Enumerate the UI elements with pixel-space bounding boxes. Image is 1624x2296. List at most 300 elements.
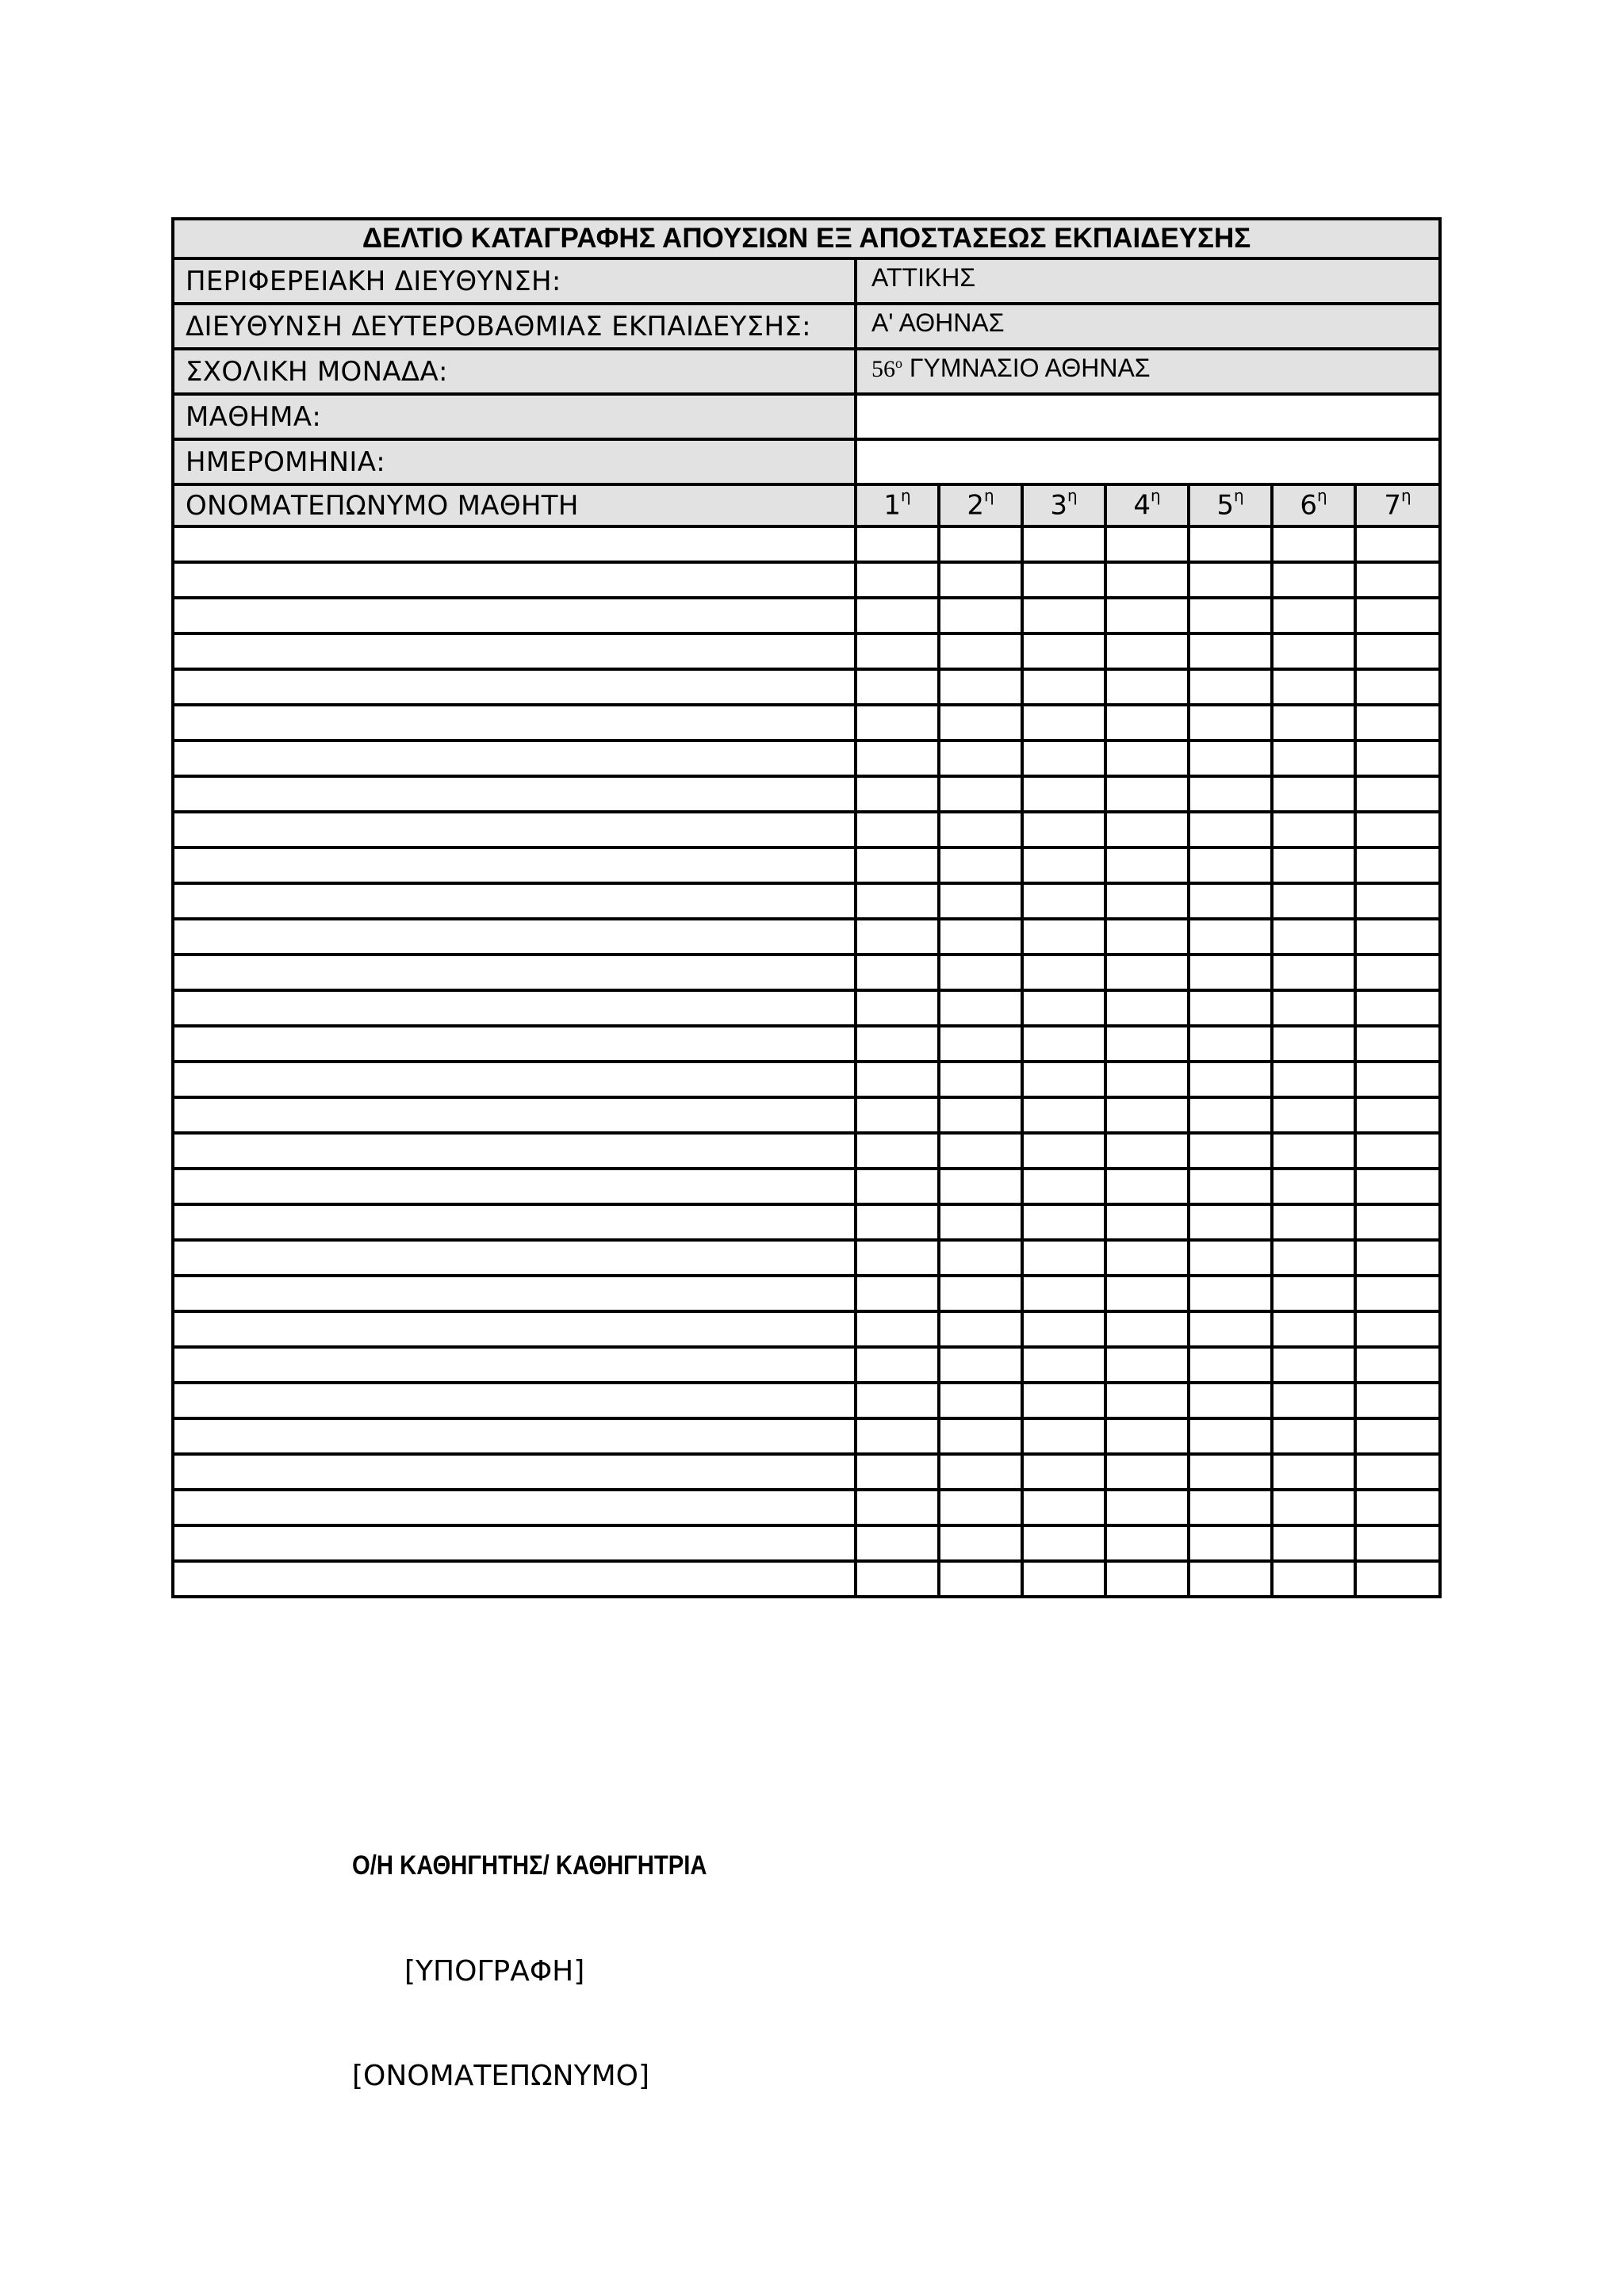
absence-cell-period-2[interactable]: [939, 633, 1022, 669]
absence-cell-period-3[interactable]: [1022, 705, 1105, 740]
absence-cell-period-5[interactable]: [1189, 1418, 1272, 1454]
student-row: [173, 1383, 1440, 1418]
absence-cell-period-5[interactable]: [1189, 669, 1272, 705]
absence-cell-period-1[interactable]: [856, 526, 939, 562]
absence-cell-period-2[interactable]: [939, 1062, 1022, 1097]
student-name-cell[interactable]: [173, 1062, 856, 1097]
absence-cell-period-7[interactable]: [1355, 1240, 1440, 1276]
absence-cell-period-1[interactable]: [856, 740, 939, 776]
teacher-name-placeholder: [ΟΝΟΜΑΤΕΠΩΝΥΜΟ]: [352, 2060, 650, 2092]
absence-cell-period-2[interactable]: [939, 1133, 1022, 1169]
absence-cell-period-1[interactable]: [856, 1133, 939, 1169]
absence-cell-period-3[interactable]: [1022, 812, 1105, 848]
absence-cell-period-4[interactable]: [1105, 1062, 1189, 1097]
absence-cell-period-2[interactable]: [939, 1454, 1022, 1490]
student-row: [173, 848, 1440, 883]
absence-cell-period-7[interactable]: [1355, 1525, 1440, 1561]
absence-cell-period-1[interactable]: [856, 812, 939, 848]
absence-cell-period-5[interactable]: [1189, 705, 1272, 740]
student-name-cell[interactable]: [173, 919, 856, 955]
student-name-cell[interactable]: [173, 990, 856, 1026]
absence-cell-period-2[interactable]: [939, 1525, 1022, 1561]
absence-cell-period-3[interactable]: [1022, 1169, 1105, 1204]
absence-cell-period-4[interactable]: [1105, 1383, 1189, 1418]
absence-cell-period-2[interactable]: [939, 1276, 1022, 1311]
student-row: [173, 1240, 1440, 1276]
absence-cell-period-3[interactable]: [1022, 1133, 1105, 1169]
absence-cell-period-4[interactable]: [1105, 883, 1189, 919]
absence-cell-period-4[interactable]: [1105, 526, 1189, 562]
absence-cell-period-2[interactable]: [939, 919, 1022, 955]
student-row: [173, 598, 1440, 633]
absence-cell-period-7[interactable]: [1355, 883, 1440, 919]
absence-cell-period-7[interactable]: [1355, 562, 1440, 598]
absence-cell-period-1[interactable]: [856, 1169, 939, 1204]
student-row: [173, 883, 1440, 919]
absence-cell-period-7[interactable]: [1355, 1062, 1440, 1097]
absence-cell-period-5[interactable]: [1189, 990, 1272, 1026]
absence-cell-period-3[interactable]: [1022, 1561, 1105, 1597]
absence-cell-period-4[interactable]: [1105, 598, 1189, 633]
absence-cell-period-7[interactable]: [1355, 1454, 1440, 1490]
absence-cell-period-7[interactable]: [1355, 776, 1440, 812]
absence-cell-period-3[interactable]: [1022, 740, 1105, 776]
student-name-cell[interactable]: [173, 526, 856, 562]
student-name-cell[interactable]: [173, 598, 856, 633]
absence-cell-period-6[interactable]: [1272, 1026, 1355, 1062]
student-name-cell[interactable]: [173, 1026, 856, 1062]
student-name-cell[interactable]: [173, 705, 856, 740]
absence-cell-period-5[interactable]: [1189, 1062, 1272, 1097]
absence-cell-period-1[interactable]: [856, 1490, 939, 1525]
absence-cell-period-7[interactable]: [1355, 1097, 1440, 1133]
absence-cell-period-7[interactable]: [1355, 848, 1440, 883]
absence-cell-period-1[interactable]: [856, 562, 939, 598]
absence-cell-period-1[interactable]: [856, 1026, 939, 1062]
absence-cell-period-4[interactable]: [1105, 812, 1189, 848]
absence-cell-period-6[interactable]: [1272, 1347, 1355, 1383]
absence-cell-period-1[interactable]: [856, 1561, 939, 1597]
absence-cell-period-5[interactable]: [1189, 883, 1272, 919]
absence-cell-period-2[interactable]: [939, 1026, 1022, 1062]
student-name-cell[interactable]: [173, 1097, 856, 1133]
absence-cell-period-4[interactable]: [1105, 1490, 1189, 1525]
period-header-4: $4^\eta$: [1105, 484, 1189, 526]
absence-cell-period-6[interactable]: [1272, 883, 1355, 919]
absence-cell-period-7[interactable]: [1355, 598, 1440, 633]
absence-cell-period-3[interactable]: [1022, 919, 1105, 955]
student-name-cell[interactable]: [173, 1454, 856, 1490]
period-header-3: $3^\eta$: [1022, 484, 1105, 526]
absence-cell-period-7[interactable]: [1355, 1490, 1440, 1525]
date-label: ΗΜΕΡΟΜΗΝΙΑ:: [173, 439, 856, 484]
absence-cell-period-4[interactable]: [1105, 1311, 1189, 1347]
student-name-cell[interactable]: [173, 812, 856, 848]
school-value[interactable]: [856, 349, 1440, 394]
student-row: [173, 633, 1440, 669]
signature-placeholder: [ΥΠΟΓΡΑΦΗ]: [404, 1955, 585, 1988]
student-row: [173, 1204, 1440, 1240]
absence-cell-period-3[interactable]: [1022, 848, 1105, 883]
absence-cell-period-7[interactable]: [1355, 1276, 1440, 1311]
absence-cell-period-5[interactable]: [1189, 1169, 1272, 1204]
student-name-cell[interactable]: [173, 1133, 856, 1169]
absence-cell-period-6[interactable]: [1272, 1311, 1355, 1347]
absence-cell-period-7[interactable]: [1355, 526, 1440, 562]
period-header-row: [173, 484, 1440, 526]
absence-cell-period-1[interactable]: [856, 1418, 939, 1454]
absence-cell-period-2[interactable]: [939, 812, 1022, 848]
absence-cell-period-5[interactable]: [1189, 1383, 1272, 1418]
student-row: [173, 990, 1440, 1026]
school-label: ΣΧΟΛΙΚΗ ΜΟΝΑΔΑ:: [173, 349, 856, 394]
absence-cell-period-6[interactable]: [1272, 776, 1355, 812]
absence-cell-period-5[interactable]: [1189, 919, 1272, 955]
absence-cell-period-6[interactable]: [1272, 633, 1355, 669]
absence-cell-period-5[interactable]: [1189, 848, 1272, 883]
absence-cell-period-7[interactable]: [1355, 1418, 1440, 1454]
absence-cell-period-6[interactable]: [1272, 562, 1355, 598]
absence-cell-period-4[interactable]: [1105, 1240, 1189, 1276]
absence-cell-period-5[interactable]: [1189, 633, 1272, 669]
absence-cell-period-4[interactable]: [1105, 1204, 1189, 1240]
absence-cell-period-6[interactable]: [1272, 1062, 1355, 1097]
student-row: [173, 955, 1440, 990]
student-row: [173, 1276, 1440, 1311]
absence-cell-period-6[interactable]: [1272, 1525, 1355, 1561]
absence-cell-period-2[interactable]: [939, 1097, 1022, 1133]
field-row-region: [173, 258, 1440, 304]
form-title: ΔΕΛΤΙΟ ΚΑΤΑΓΡΑΦΗΣ ΑΠΟΥΣΙΩΝ ΕΞ ΑΠΟΣΤΑΣΕΩΣ ΕΚΠΑΙΔΕΥΣΗΣ: [173, 219, 1440, 258]
student-row: [173, 669, 1440, 705]
student-name-cell[interactable]: [173, 1276, 856, 1311]
student-name-cell[interactable]: [173, 633, 856, 669]
absence-cell-period-3[interactable]: [1022, 1240, 1105, 1276]
absence-cell-period-6[interactable]: [1272, 1454, 1355, 1490]
absence-cell-period-1[interactable]: [856, 955, 939, 990]
directorate-value[interactable]: Α' ΑΘΗΝΑΣ: [856, 304, 1440, 349]
absence-cell-period-3[interactable]: [1022, 1383, 1105, 1418]
absence-cell-period-4[interactable]: [1105, 669, 1189, 705]
absence-cell-period-6[interactable]: [1272, 1097, 1355, 1133]
absence-cell-period-5[interactable]: [1189, 1276, 1272, 1311]
absence-cell-period-3[interactable]: [1022, 1311, 1105, 1347]
school-name: ΓΥΜΝΑΣΙΟ ΑΘΗΝΑΣ: [909, 354, 1151, 382]
absence-cell-period-4[interactable]: [1105, 1347, 1189, 1383]
absence-cell-period-7[interactable]: [1355, 1204, 1440, 1240]
student-row: [173, 1311, 1440, 1347]
absence-cell-period-7[interactable]: [1355, 1561, 1440, 1597]
absence-cell-period-7[interactable]: [1355, 1026, 1440, 1062]
student-name-cell[interactable]: [173, 1418, 856, 1454]
absence-cell-period-6[interactable]: [1272, 1133, 1355, 1169]
student-name-cell[interactable]: [173, 955, 856, 990]
region-label: ΠΕΡΙΦΕΡΕΙΑΚΗ ΔΙΕΥΘΥΝΣΗ:: [173, 258, 856, 304]
field-row-date: [173, 439, 1440, 484]
absence-cell-period-4[interactable]: [1105, 955, 1189, 990]
absence-cell-period-1[interactable]: [856, 1276, 939, 1311]
absence-cell-period-4[interactable]: [1105, 776, 1189, 812]
absence-cell-period-5[interactable]: [1189, 562, 1272, 598]
absence-cell-period-3[interactable]: [1022, 562, 1105, 598]
absence-cell-period-1[interactable]: [856, 598, 939, 633]
student-name-cell[interactable]: [173, 1490, 856, 1525]
absence-cell-period-1[interactable]: [856, 776, 939, 812]
absence-cell-period-2[interactable]: [939, 740, 1022, 776]
school-number: $56^o$: [871, 355, 902, 382]
absence-cell-period-2[interactable]: [939, 848, 1022, 883]
student-row: [173, 812, 1440, 848]
absence-cell-period-6[interactable]: [1272, 1561, 1355, 1597]
student-row: [173, 776, 1440, 812]
student-name-cell[interactable]: [173, 1383, 856, 1418]
absence-cell-period-3[interactable]: [1022, 776, 1105, 812]
student-row: [173, 1490, 1440, 1525]
period-header-5: $5^\eta$: [1189, 484, 1272, 526]
absence-cell-period-1[interactable]: [856, 990, 939, 1026]
period-header-6: $6^\eta$: [1272, 484, 1355, 526]
student-name-cell[interactable]: [173, 562, 856, 598]
student-row: [173, 1133, 1440, 1169]
absence-cell-period-5[interactable]: [1189, 1240, 1272, 1276]
absence-cell-period-5[interactable]: [1189, 1026, 1272, 1062]
absence-cell-period-1[interactable]: [856, 848, 939, 883]
absence-cell-period-2[interactable]: [939, 776, 1022, 812]
absence-cell-period-7[interactable]: [1355, 919, 1440, 955]
absence-cell-period-1[interactable]: [856, 1525, 939, 1561]
absence-cell-period-1[interactable]: [856, 1347, 939, 1383]
absence-cell-period-1[interactable]: [856, 1383, 939, 1418]
title-row: [173, 219, 1440, 258]
absence-cell-period-6[interactable]: [1272, 1169, 1355, 1204]
absence-cell-period-5[interactable]: [1189, 1311, 1272, 1347]
absence-cell-period-1[interactable]: [856, 669, 939, 705]
subject-label: ΜΑΘΗΜΑ:: [173, 394, 856, 439]
absence-cell-period-1[interactable]: [856, 1311, 939, 1347]
absence-cell-period-6[interactable]: [1272, 1204, 1355, 1240]
absence-cell-period-2[interactable]: [939, 562, 1022, 598]
absence-cell-period-3[interactable]: [1022, 1026, 1105, 1062]
absence-cell-period-2[interactable]: [939, 1418, 1022, 1454]
absence-cell-period-3[interactable]: [1022, 633, 1105, 669]
absence-cell-period-6[interactable]: [1272, 740, 1355, 776]
student-name-cell[interactable]: [173, 883, 856, 919]
period-header-2: $2^\eta$: [939, 484, 1022, 526]
absence-cell-period-3[interactable]: [1022, 990, 1105, 1026]
absence-cell-period-4[interactable]: [1105, 1525, 1189, 1561]
absence-cell-period-6[interactable]: [1272, 1418, 1355, 1454]
absence-cell-period-3[interactable]: [1022, 1062, 1105, 1097]
absence-cell-period-4[interactable]: [1105, 1169, 1189, 1204]
student-row: [173, 526, 1440, 562]
absence-cell-period-4[interactable]: [1105, 1133, 1189, 1169]
absence-cell-period-6[interactable]: [1272, 598, 1355, 633]
absence-cell-period-5[interactable]: [1189, 1490, 1272, 1525]
absence-cell-period-4[interactable]: [1105, 1418, 1189, 1454]
subject-value[interactable]: [856, 394, 1440, 439]
field-row-school: [173, 349, 1440, 394]
absence-cell-period-5[interactable]: [1189, 526, 1272, 562]
absence-cell-period-3[interactable]: [1022, 883, 1105, 919]
student-name-cell[interactable]: [173, 1347, 856, 1383]
absence-cell-period-3[interactable]: [1022, 1525, 1105, 1561]
absence-cell-period-7[interactable]: [1355, 1347, 1440, 1383]
student-name-cell[interactable]: [173, 669, 856, 705]
absence-cell-period-4[interactable]: [1105, 740, 1189, 776]
absence-cell-period-3[interactable]: [1022, 955, 1105, 990]
absence-cell-period-2[interactable]: [939, 1383, 1022, 1418]
absence-cell-period-2[interactable]: [939, 1240, 1022, 1276]
student-name-cell[interactable]: [173, 1169, 856, 1204]
student-row: [173, 562, 1440, 598]
absence-cell-period-6[interactable]: [1272, 705, 1355, 740]
absence-cell-period-4[interactable]: [1105, 705, 1189, 740]
date-value[interactable]: [856, 439, 1440, 484]
student-row: [173, 1525, 1440, 1561]
absence-cell-period-7[interactable]: [1355, 812, 1440, 848]
absence-cell-period-3[interactable]: [1022, 598, 1105, 633]
absence-cell-period-4[interactable]: [1105, 1276, 1189, 1311]
student-name-cell[interactable]: [173, 848, 856, 883]
student-name-cell[interactable]: [173, 1311, 856, 1347]
absence-cell-period-6[interactable]: [1272, 955, 1355, 990]
absence-cell-period-5[interactable]: [1189, 1133, 1272, 1169]
student-name-cell[interactable]: [173, 740, 856, 776]
absence-cell-period-1[interactable]: [856, 919, 939, 955]
absence-cell-period-2[interactable]: [939, 955, 1022, 990]
absence-cell-period-5[interactable]: [1189, 598, 1272, 633]
absence-cell-period-2[interactable]: [939, 1204, 1022, 1240]
student-row: [173, 1454, 1440, 1490]
absence-cell-period-7[interactable]: [1355, 955, 1440, 990]
absence-cell-period-4[interactable]: [1105, 990, 1189, 1026]
field-row-subject: [173, 394, 1440, 439]
absence-cell-period-2[interactable]: [939, 705, 1022, 740]
absence-cell-period-3[interactable]: [1022, 526, 1105, 562]
student-row: [173, 1418, 1440, 1454]
region-value[interactable]: ΑΤΤΙΚΗΣ: [856, 258, 1440, 304]
absence-cell-period-5[interactable]: [1189, 1525, 1272, 1561]
absence-cell-period-6[interactable]: [1272, 1490, 1355, 1525]
absence-cell-period-1[interactable]: [856, 1204, 939, 1240]
absence-cell-period-2[interactable]: [939, 1311, 1022, 1347]
student-row: [173, 705, 1440, 740]
absence-cell-period-2[interactable]: [939, 598, 1022, 633]
absence-cell-period-3[interactable]: [1022, 1097, 1105, 1133]
absence-cell-period-7[interactable]: [1355, 633, 1440, 669]
absence-record-table: [171, 217, 1442, 1598]
absence-cell-period-2[interactable]: [939, 883, 1022, 919]
student-row: [173, 740, 1440, 776]
absence-cell-period-4[interactable]: [1105, 919, 1189, 955]
absence-cell-period-2[interactable]: [939, 1169, 1022, 1204]
student-name-cell[interactable]: [173, 1240, 856, 1276]
absence-cell-period-6[interactable]: [1272, 990, 1355, 1026]
absence-cell-period-6[interactable]: [1272, 848, 1355, 883]
absence-cell-period-2[interactable]: [939, 1347, 1022, 1383]
student-name-cell[interactable]: [173, 1525, 856, 1561]
absence-cell-period-1[interactable]: [856, 1240, 939, 1276]
absence-cell-period-5[interactable]: [1189, 1097, 1272, 1133]
absence-cell-period-4[interactable]: [1105, 848, 1189, 883]
student-name-cell[interactable]: [173, 1204, 856, 1240]
absence-cell-period-1[interactable]: [856, 705, 939, 740]
absence-cell-period-1[interactable]: [856, 1454, 939, 1490]
student-row: [173, 1097, 1440, 1133]
absence-cell-period-2[interactable]: [939, 1490, 1022, 1525]
absence-cell-period-4[interactable]: [1105, 633, 1189, 669]
directorate-label: ΔΙΕΥΘΥΝΣΗ ΔΕΥΤΕΡΟΒΑΘΜΙΑΣ ΕΚΠΑΙΔΕΥΣΗΣ:: [173, 304, 856, 349]
absence-cell-period-4[interactable]: [1105, 562, 1189, 598]
absence-cell-period-3[interactable]: [1022, 1347, 1105, 1383]
absence-cell-period-7[interactable]: [1355, 740, 1440, 776]
absence-cell-period-2[interactable]: [939, 1561, 1022, 1597]
absence-cell-period-5[interactable]: [1189, 955, 1272, 990]
absence-cell-period-6[interactable]: [1272, 669, 1355, 705]
absence-cell-period-4[interactable]: [1105, 1454, 1189, 1490]
student-name-cell[interactable]: [173, 776, 856, 812]
absence-cell-period-3[interactable]: [1022, 669, 1105, 705]
absence-cell-period-7[interactable]: [1355, 669, 1440, 705]
absence-cell-period-7[interactable]: [1355, 1169, 1440, 1204]
field-row-directorate: [173, 304, 1440, 349]
absence-cell-period-6[interactable]: [1272, 1240, 1355, 1276]
absence-cell-period-7[interactable]: [1355, 990, 1440, 1026]
student-row: [173, 1169, 1440, 1204]
student-name-header: ΟΝΟΜΑΤΕΠΩΝΥΜΟ ΜΑΘΗΤΗ: [173, 484, 856, 526]
absence-cell-period-6[interactable]: [1272, 919, 1355, 955]
absence-cell-period-6[interactable]: [1272, 1276, 1355, 1311]
student-row: [173, 1062, 1440, 1097]
absence-cell-period-2[interactable]: [939, 526, 1022, 562]
absence-cell-period-6[interactable]: [1272, 1383, 1355, 1418]
absence-cell-period-3[interactable]: [1022, 1418, 1105, 1454]
absence-cell-period-7[interactable]: [1355, 1133, 1440, 1169]
absence-cell-period-7[interactable]: [1355, 1311, 1440, 1347]
absence-cell-period-4[interactable]: [1105, 1097, 1189, 1133]
absence-cell-period-5[interactable]: [1189, 740, 1272, 776]
teacher-role-label: Ο/Η ΚΑΘΗΓΗΤΗΣ/ ΚΑΘΗΓΗΤΡΙΑ: [352, 1850, 707, 1881]
absence-cell-period-2[interactable]: [939, 990, 1022, 1026]
absence-cell-period-1[interactable]: [856, 883, 939, 919]
absence-cell-period-1[interactable]: [856, 1062, 939, 1097]
student-row: [173, 1561, 1440, 1597]
absence-cell-period-4[interactable]: [1105, 1561, 1189, 1597]
absence-cell-period-6[interactable]: [1272, 526, 1355, 562]
student-row: [173, 1026, 1440, 1062]
absence-cell-period-5[interactable]: [1189, 1561, 1272, 1597]
absence-cell-period-5[interactable]: [1189, 812, 1272, 848]
absence-cell-period-3[interactable]: [1022, 1204, 1105, 1240]
absence-cell-period-2[interactable]: [939, 669, 1022, 705]
student-row: [173, 1347, 1440, 1383]
absence-cell-period-7[interactable]: [1355, 705, 1440, 740]
absence-cell-period-5[interactable]: [1189, 1454, 1272, 1490]
absence-cell-period-6[interactable]: [1272, 812, 1355, 848]
student-name-cell[interactable]: [173, 1561, 856, 1597]
absence-cell-period-7[interactable]: [1355, 1383, 1440, 1418]
absence-cell-period-1[interactable]: [856, 1097, 939, 1133]
absence-cell-period-3[interactable]: [1022, 1454, 1105, 1490]
absence-cell-period-3[interactable]: [1022, 1276, 1105, 1311]
student-row: [173, 919, 1440, 955]
absence-cell-period-1[interactable]: [856, 633, 939, 669]
absence-cell-period-4[interactable]: [1105, 1026, 1189, 1062]
absence-cell-period-5[interactable]: [1189, 776, 1272, 812]
absence-cell-period-3[interactable]: [1022, 1490, 1105, 1525]
absence-cell-period-5[interactable]: [1189, 1347, 1272, 1383]
absence-cell-period-5[interactable]: [1189, 1204, 1272, 1240]
